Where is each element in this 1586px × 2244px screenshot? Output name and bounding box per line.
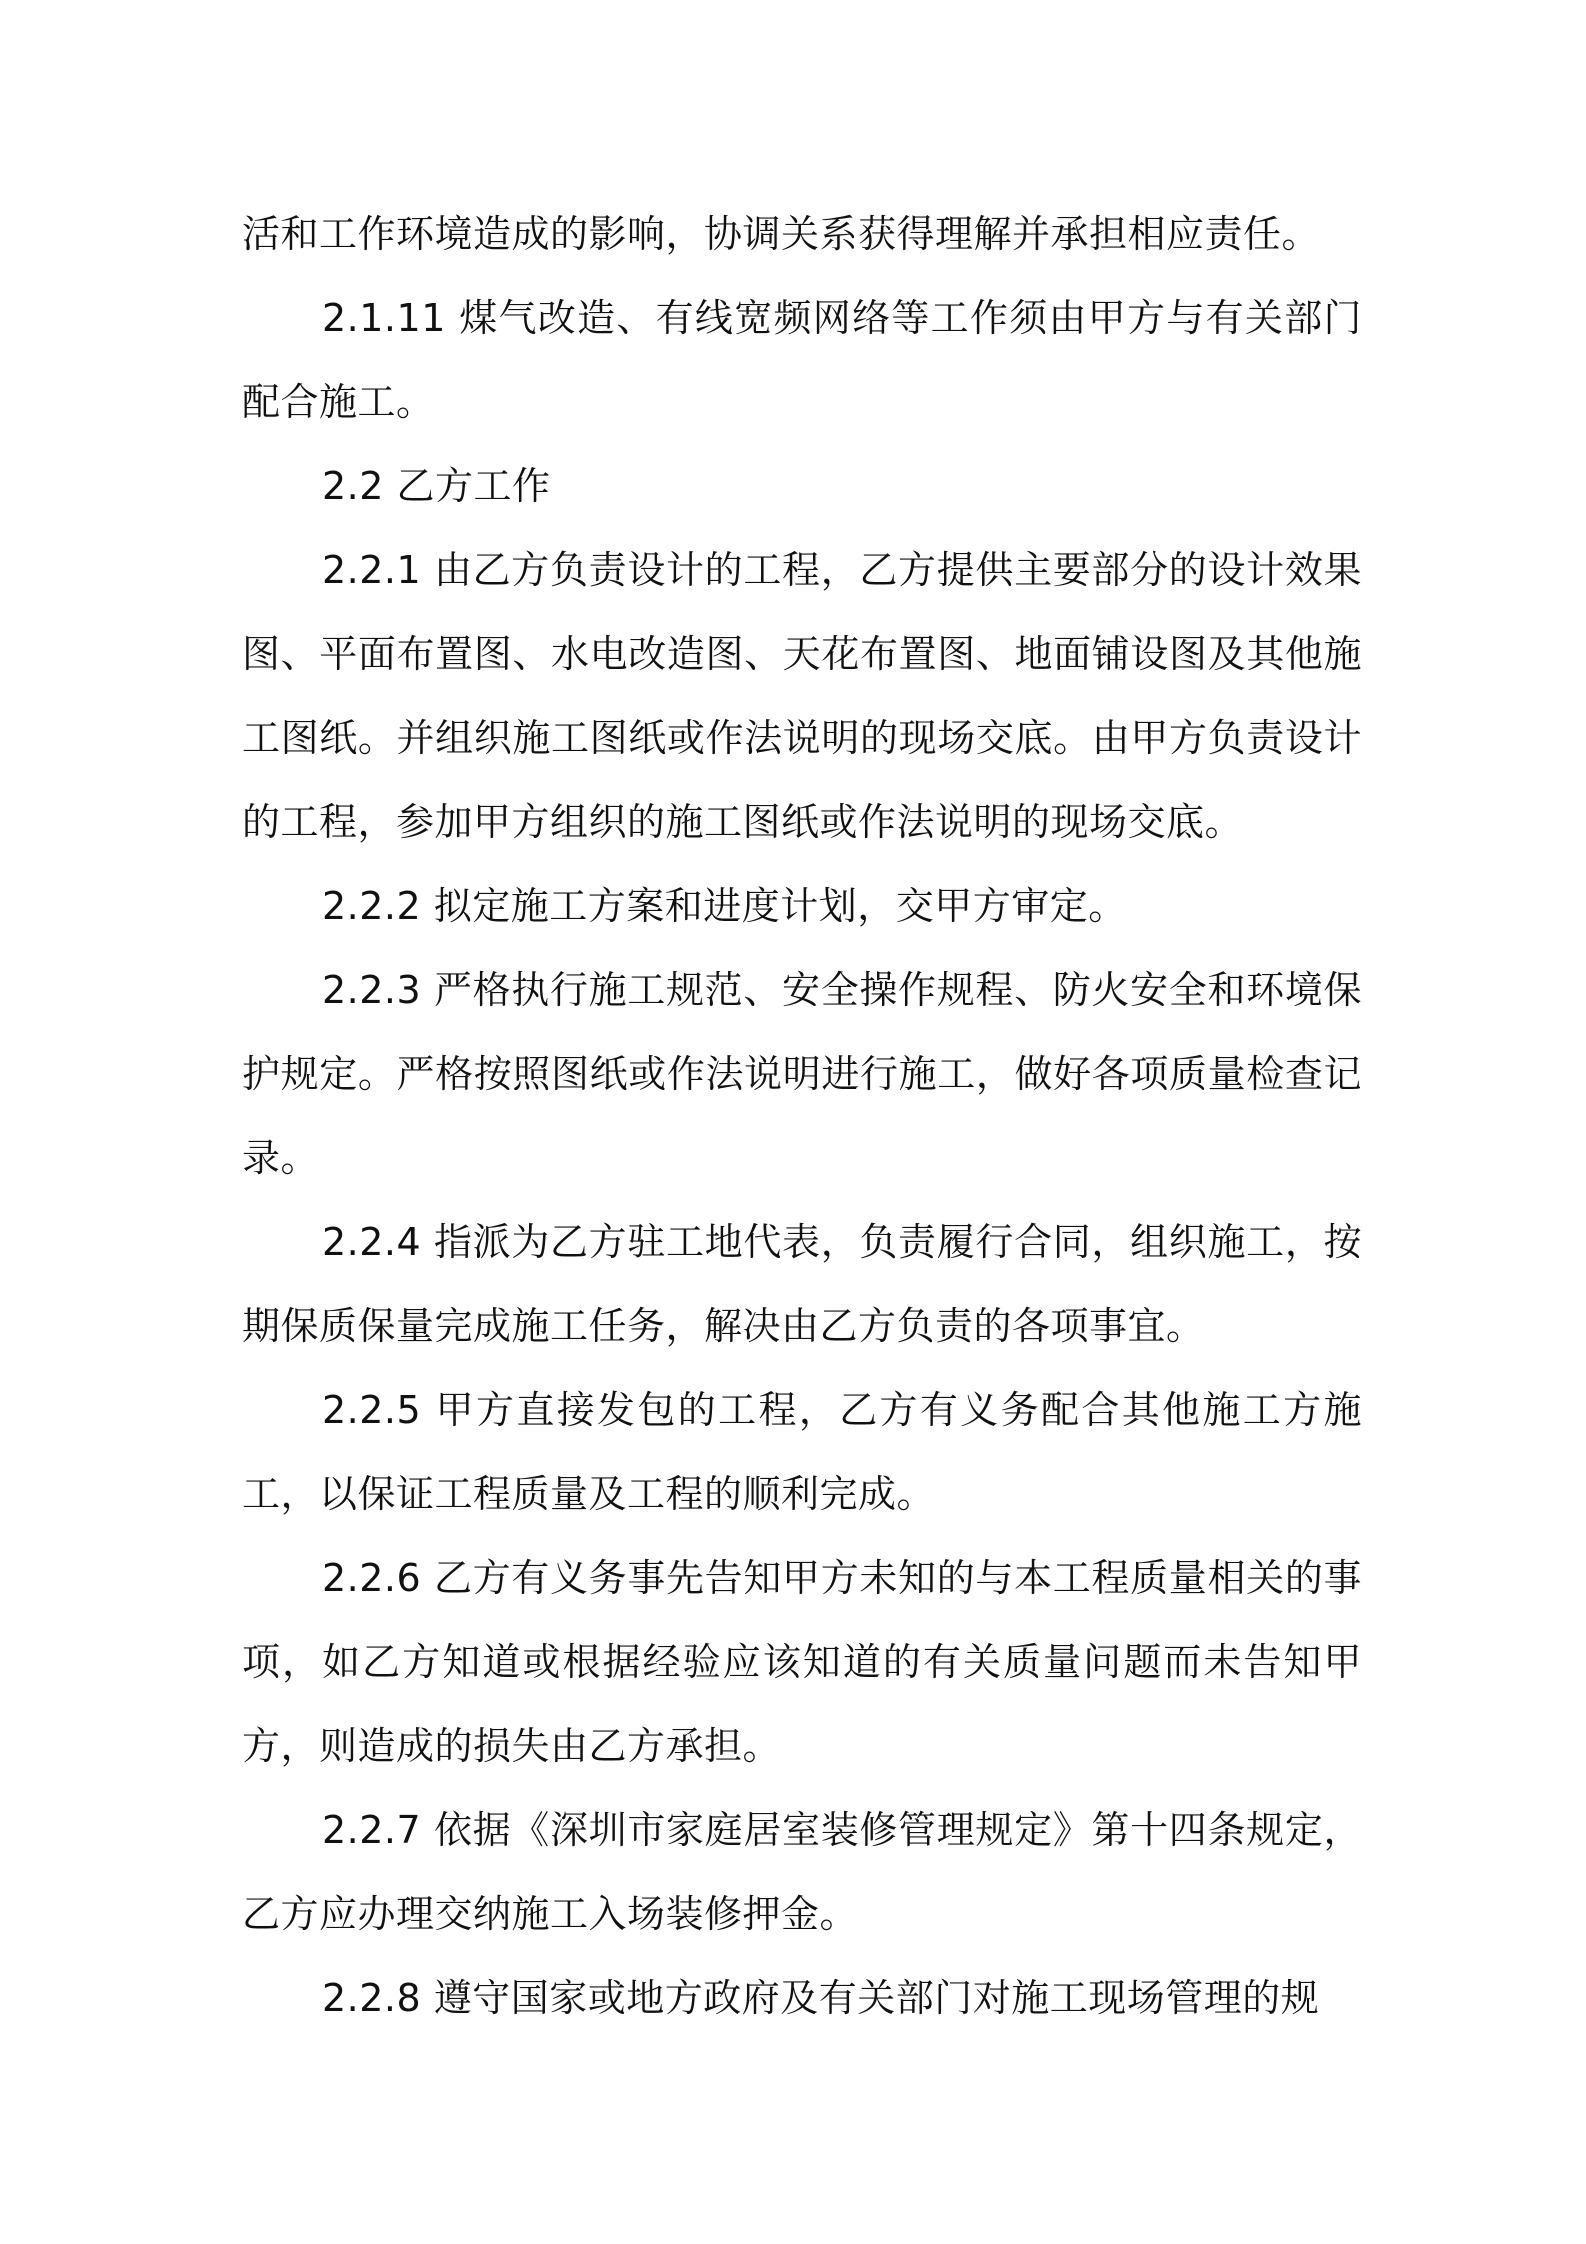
paragraph-2-2-7: 2.2.7 依据《深圳市家庭居室装修管理规定》第十四条规定，乙方应办理交纳施工入场装修押金。 xyxy=(242,1808,1362,1936)
paragraph-2-2-2: 2.2.2 拟定施工方案和进度计划，交甲方审定。 xyxy=(322,884,1127,928)
paragraph-2-2-5: 2.2.5 甲方直接发包的工程，乙方有义务配合其他施工方施工，以保证工程质量及工程的顺利完成。 xyxy=(242,1388,1362,1516)
paragraph-2-1-11: 2.1.11 煤气改造、有线宽频网络等工作须由甲方与有关部门配合施工。 xyxy=(242,296,1362,424)
paragraph-2-2-8: 2.2.8 遵守国家或地方政府及有关部门对施工现场管理的规 xyxy=(322,1976,1320,2020)
paragraph-2-2-3: 2.2.3 严格执行施工规范、安全操作规程、防火安全和环境保护规定。严格按照图纸或作法说明进行施工，做好各项质量检查记录。 xyxy=(242,968,1362,1180)
paragraph-2-2-6: 2.2.6 乙方有义务事先告知甲方未知的与本工程质量相关的事项，如乙方知道或根据经验应该知道的有关质量问题而未告知甲方，则造成的损失由乙方承担。 xyxy=(242,1556,1362,1768)
document-body xyxy=(242,192,1362,2040)
section-heading-2-2: 2.2 乙方工作 xyxy=(322,464,551,508)
paragraph-2-2-4: 2.2.4 指派为乙方驻工地代表，负责履行合同，组织施工，按期保质保量完成施工任务，解决由乙方负责的各项事宜。 xyxy=(242,1220,1362,1348)
paragraph-continuation: 活和工作环境造成的影响，协调关系获得理解并承担相应责任。 xyxy=(242,212,1321,256)
paragraph-2-2-1: 2.2.1 由乙方负责设计的工程，乙方提供主要部分的设计效果图、平面布置图、水电改造图、天花布置图、地面铺设图及其他施工图纸。并组织施工图纸或作法说明的现场交底。由甲方负责设计的工程，参加甲方组织的施工图纸或作法说明的现场交底。 xyxy=(242,548,1362,844)
